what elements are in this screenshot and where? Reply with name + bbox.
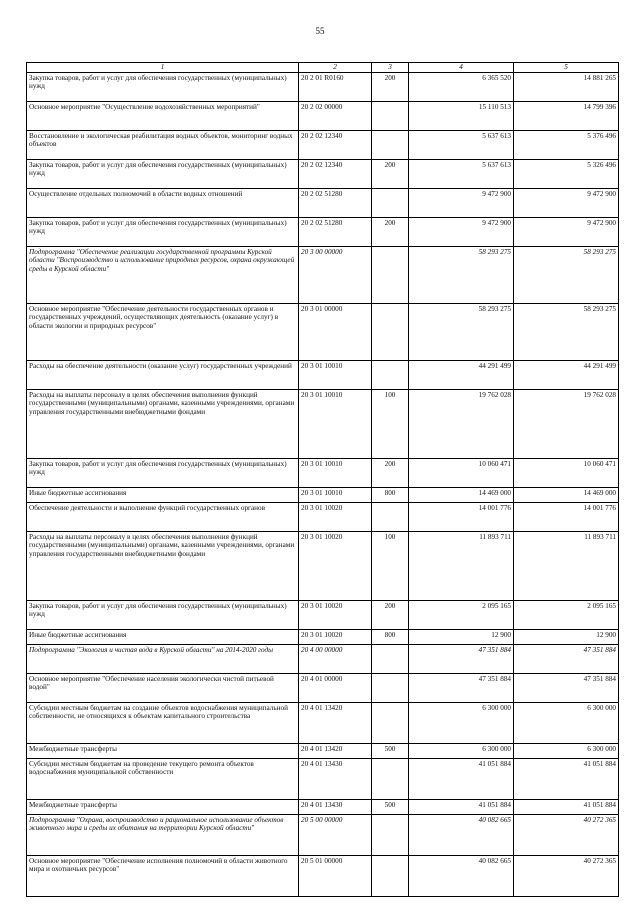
row-name: Основное мероприятие "Обеспечение деятельности государственных органов и государственных учреждений, осуществляющих деятельность (оказание услуг) в области экологии и природных ресурсов": [27, 303, 299, 360]
row-expense-kind: [372, 502, 409, 531]
table-row: [27, 502, 619, 531]
row-name: Иные бюджетные ассигнования: [27, 629, 299, 644]
row-name: Расходы на выплаты персоналу в целях обеспечения выполнения функций государственными (муниципальными) органами, казенными учреждениями, органами управления государственными внебюджетными фондами: [27, 389, 299, 458]
row-code: 20 3 01 10010: [299, 389, 372, 458]
row-amount-1: 10 060 471: [409, 458, 514, 487]
row-name: Субсидии местным бюджетам на проведение текущего ремонта объектов водоснабжения муниципальной собственности: [27, 758, 299, 799]
column-header-3: 3: [372, 63, 409, 73]
row-name: Подпрограмма "Обеспечение реализации государственной программы Курской области "Воспроизводство и использование природных ресурсов, охрана окружающей среды в Курской области": [27, 246, 299, 303]
row-amount-2: 5 376 496: [514, 130, 619, 159]
table-row: [27, 702, 619, 743]
table-row: [27, 600, 619, 629]
row-code: 20 4 01 13430: [299, 758, 372, 799]
row-name: Основное мероприятие "Обеспечение населения экологически чистой питьевой водой": [27, 673, 299, 702]
row-expense-kind: [372, 246, 409, 303]
table-row: [27, 130, 619, 159]
row-expense-kind: 800: [372, 629, 409, 644]
table-row: [27, 531, 619, 600]
row-name: Межбюджетные трансферты: [27, 743, 299, 758]
table-row: [27, 188, 619, 217]
table-row: [27, 458, 619, 487]
row-amount-1: 41 051 884: [409, 799, 514, 814]
table-body: [27, 72, 619, 896]
table-row: [27, 743, 619, 758]
row-amount-1: 15 110 513: [409, 101, 514, 130]
row-expense-kind: [372, 814, 409, 855]
row-amount-2: 12 900: [514, 629, 619, 644]
table-row: [27, 758, 619, 799]
row-expense-kind: 800: [372, 487, 409, 502]
row-amount-2: 40 272 365: [514, 855, 619, 896]
row-code: 20 2 01 R0160: [299, 72, 372, 101]
row-code: 20 5 00 00000: [299, 814, 372, 855]
table-row: [27, 217, 619, 246]
row-amount-1: 9 472 900: [409, 188, 514, 217]
row-name: Закупка товаров, работ и услуг для обеспечения государственных (муниципальных) нужд: [27, 217, 299, 246]
row-expense-kind: 100: [372, 389, 409, 458]
row-expense-kind: 200: [372, 72, 409, 101]
row-amount-2: 10 060 471: [514, 458, 619, 487]
column-header-2: 2: [299, 63, 372, 73]
row-amount-2: 58 293 275: [514, 246, 619, 303]
row-expense-kind: [372, 758, 409, 799]
row-code: 20 2 02 12340: [299, 130, 372, 159]
row-code: 20 4 01 13420: [299, 702, 372, 743]
row-expense-kind: [372, 855, 409, 896]
row-name: Закупка товаров, работ и услуг для обеспечения государственных (муниципальных) нужд: [27, 458, 299, 487]
table-header-row: [27, 63, 619, 73]
row-expense-kind: 500: [372, 743, 409, 758]
table-row: [27, 644, 619, 673]
row-amount-1: 6 300 000: [409, 702, 514, 743]
row-amount-2: 41 051 884: [514, 799, 619, 814]
row-amount-1: 12 900: [409, 629, 514, 644]
row-amount-2: 41 051 884: [514, 758, 619, 799]
row-amount-2: 58 293 275: [514, 303, 619, 360]
row-amount-2: 5 326 496: [514, 159, 619, 188]
row-code: 20 4 01 13420: [299, 743, 372, 758]
row-amount-2: 14 881 265: [514, 72, 619, 101]
row-code: 20 3 01 10020: [299, 629, 372, 644]
row-code: 20 4 01 00000: [299, 673, 372, 702]
row-expense-kind: 200: [372, 159, 409, 188]
row-amount-2: 14 799 396: [514, 101, 619, 130]
table-row: [27, 360, 619, 389]
table-row: [27, 72, 619, 101]
row-amount-1: 6 365 520: [409, 72, 514, 101]
row-code: 20 3 01 10020: [299, 600, 372, 629]
row-amount-2: 14 001 776: [514, 502, 619, 531]
row-name: Закупка товаров, работ и услуг для обеспечения государственных (муниципальных) нужд: [27, 72, 299, 101]
column-header-1: 1: [27, 63, 299, 73]
row-amount-2: 9 472 900: [514, 188, 619, 217]
row-code: 20 3 01 10020: [299, 531, 372, 600]
row-code: 20 3 01 00000: [299, 303, 372, 360]
row-amount-2: 2 095 165: [514, 600, 619, 629]
table-row: [27, 814, 619, 855]
row-name: Закупка товаров, работ и услуг для обеспечения государственных (муниципальных) нужд: [27, 159, 299, 188]
row-name: Закупка товаров, работ и услуг для обеспечения государственных (муниципальных) нужд: [27, 600, 299, 629]
table-row: [27, 799, 619, 814]
row-amount-2: 44 291 499: [514, 360, 619, 389]
table-row: [27, 159, 619, 188]
row-code: 20 3 01 10010: [299, 458, 372, 487]
row-amount-1: 6 300 000: [409, 743, 514, 758]
row-amount-1: 58 293 275: [409, 303, 514, 360]
row-amount-1: 40 082 665: [409, 855, 514, 896]
row-amount-1: 2 095 165: [409, 600, 514, 629]
row-name: Основное мероприятие "Обеспечение исполнения полномочий в области животного мира и охотничьих ресурсов": [27, 855, 299, 896]
row-amount-2: 6 300 000: [514, 743, 619, 758]
row-name: Расходы на обеспечение деятельности (оказание услуг) государственных учреждений: [27, 360, 299, 389]
row-amount-1: 5 637 613: [409, 159, 514, 188]
row-expense-kind: [372, 101, 409, 130]
row-code: 20 2 02 51280: [299, 188, 372, 217]
row-amount-2: 9 472 900: [514, 217, 619, 246]
row-amount-2: 40 272 365: [514, 814, 619, 855]
column-header-4: 4: [409, 63, 514, 73]
row-code: 20 3 01 10010: [299, 487, 372, 502]
row-amount-1: 44 291 499: [409, 360, 514, 389]
row-expense-kind: [372, 303, 409, 360]
row-code: 20 5 01 00000: [299, 855, 372, 896]
table-row: [27, 487, 619, 502]
row-name: Восстановление и экологическая реабилитация водных объектов, мониторинг водных объектов: [27, 130, 299, 159]
row-amount-1: 19 762 028: [409, 389, 514, 458]
row-expense-kind: 200: [372, 458, 409, 487]
row-amount-1: 47 351 884: [409, 673, 514, 702]
row-name: Осуществление отдельных полномочий в области водных отношений: [27, 188, 299, 217]
row-amount-2: 14 469 000: [514, 487, 619, 502]
row-name: Обеспечение деятельности и выполнение функций государственных органов: [27, 502, 299, 531]
row-amount-2: 11 893 711: [514, 531, 619, 600]
row-code: 20 2 02 51280: [299, 217, 372, 246]
row-code: 20 4 00 00000: [299, 644, 372, 673]
row-amount-1: 9 472 900: [409, 217, 514, 246]
table-row: [27, 629, 619, 644]
table-row: [27, 246, 619, 303]
row-expense-kind: 100: [372, 531, 409, 600]
table-row: [27, 303, 619, 360]
row-name: Субсидии местным бюджетам на создание объектов водоснабжения муниципальной собственности, не относящихся к объектам капитального строительства: [27, 702, 299, 743]
row-name: Межбюджетные трансферты: [27, 799, 299, 814]
row-expense-kind: [372, 188, 409, 217]
row-amount-1: 47 351 884: [409, 644, 514, 673]
row-code: 20 2 02 12340: [299, 159, 372, 188]
row-name: Расходы на выплаты персоналу в целях обеспечения выполнения функций государственными (муниципальными) органами, казенными учреждениями, органами управления государственными внебюджетными фондами: [27, 531, 299, 600]
row-expense-kind: 200: [372, 600, 409, 629]
row-expense-kind: 500: [372, 799, 409, 814]
table-row: [27, 855, 619, 896]
row-amount-2: 6 300 000: [514, 702, 619, 743]
row-code: 20 3 01 10020: [299, 502, 372, 531]
row-code: 20 3 01 10010: [299, 360, 372, 389]
row-amount-2: 19 762 028: [514, 389, 619, 458]
row-expense-kind: [372, 702, 409, 743]
row-name: Подпрограмма "Экология и чистая вода в Курской области" на 2014-2020 годы: [27, 644, 299, 673]
row-name: Подпрограмма "Охрана, воспроизводство и рациональное использование объектов животного мира и среды их обитания на территории Курской области": [27, 814, 299, 855]
row-amount-1: 5 637 613: [409, 130, 514, 159]
row-amount-1: 41 051 884: [409, 758, 514, 799]
row-expense-kind: [372, 644, 409, 673]
page-number: 55: [315, 26, 325, 36]
row-name: Основное мероприятие "Осуществление водохозяйственных мероприятий": [27, 101, 299, 130]
row-expense-kind: [372, 360, 409, 389]
row-amount-1: 40 082 665: [409, 814, 514, 855]
row-amount-1: 14 001 776: [409, 502, 514, 531]
table-row: [27, 673, 619, 702]
table-row: [27, 101, 619, 130]
row-code: 20 2 02 00000: [299, 101, 372, 130]
row-expense-kind: [372, 673, 409, 702]
row-amount-2: 47 351 884: [514, 673, 619, 702]
row-amount-1: 11 893 711: [409, 531, 514, 600]
row-expense-kind: 200: [372, 217, 409, 246]
column-header-5: 5: [514, 63, 619, 73]
row-name: Иные бюджетные ассигнования: [27, 487, 299, 502]
row-amount-1: 14 469 000: [409, 487, 514, 502]
table-row: [27, 389, 619, 458]
row-expense-kind: [372, 130, 409, 159]
budget-table: [26, 62, 619, 897]
row-code: 20 3 00 00000: [299, 246, 372, 303]
row-amount-2: 47 351 884: [514, 644, 619, 673]
row-amount-1: 58 293 275: [409, 246, 514, 303]
row-code: 20 4 01 13430: [299, 799, 372, 814]
